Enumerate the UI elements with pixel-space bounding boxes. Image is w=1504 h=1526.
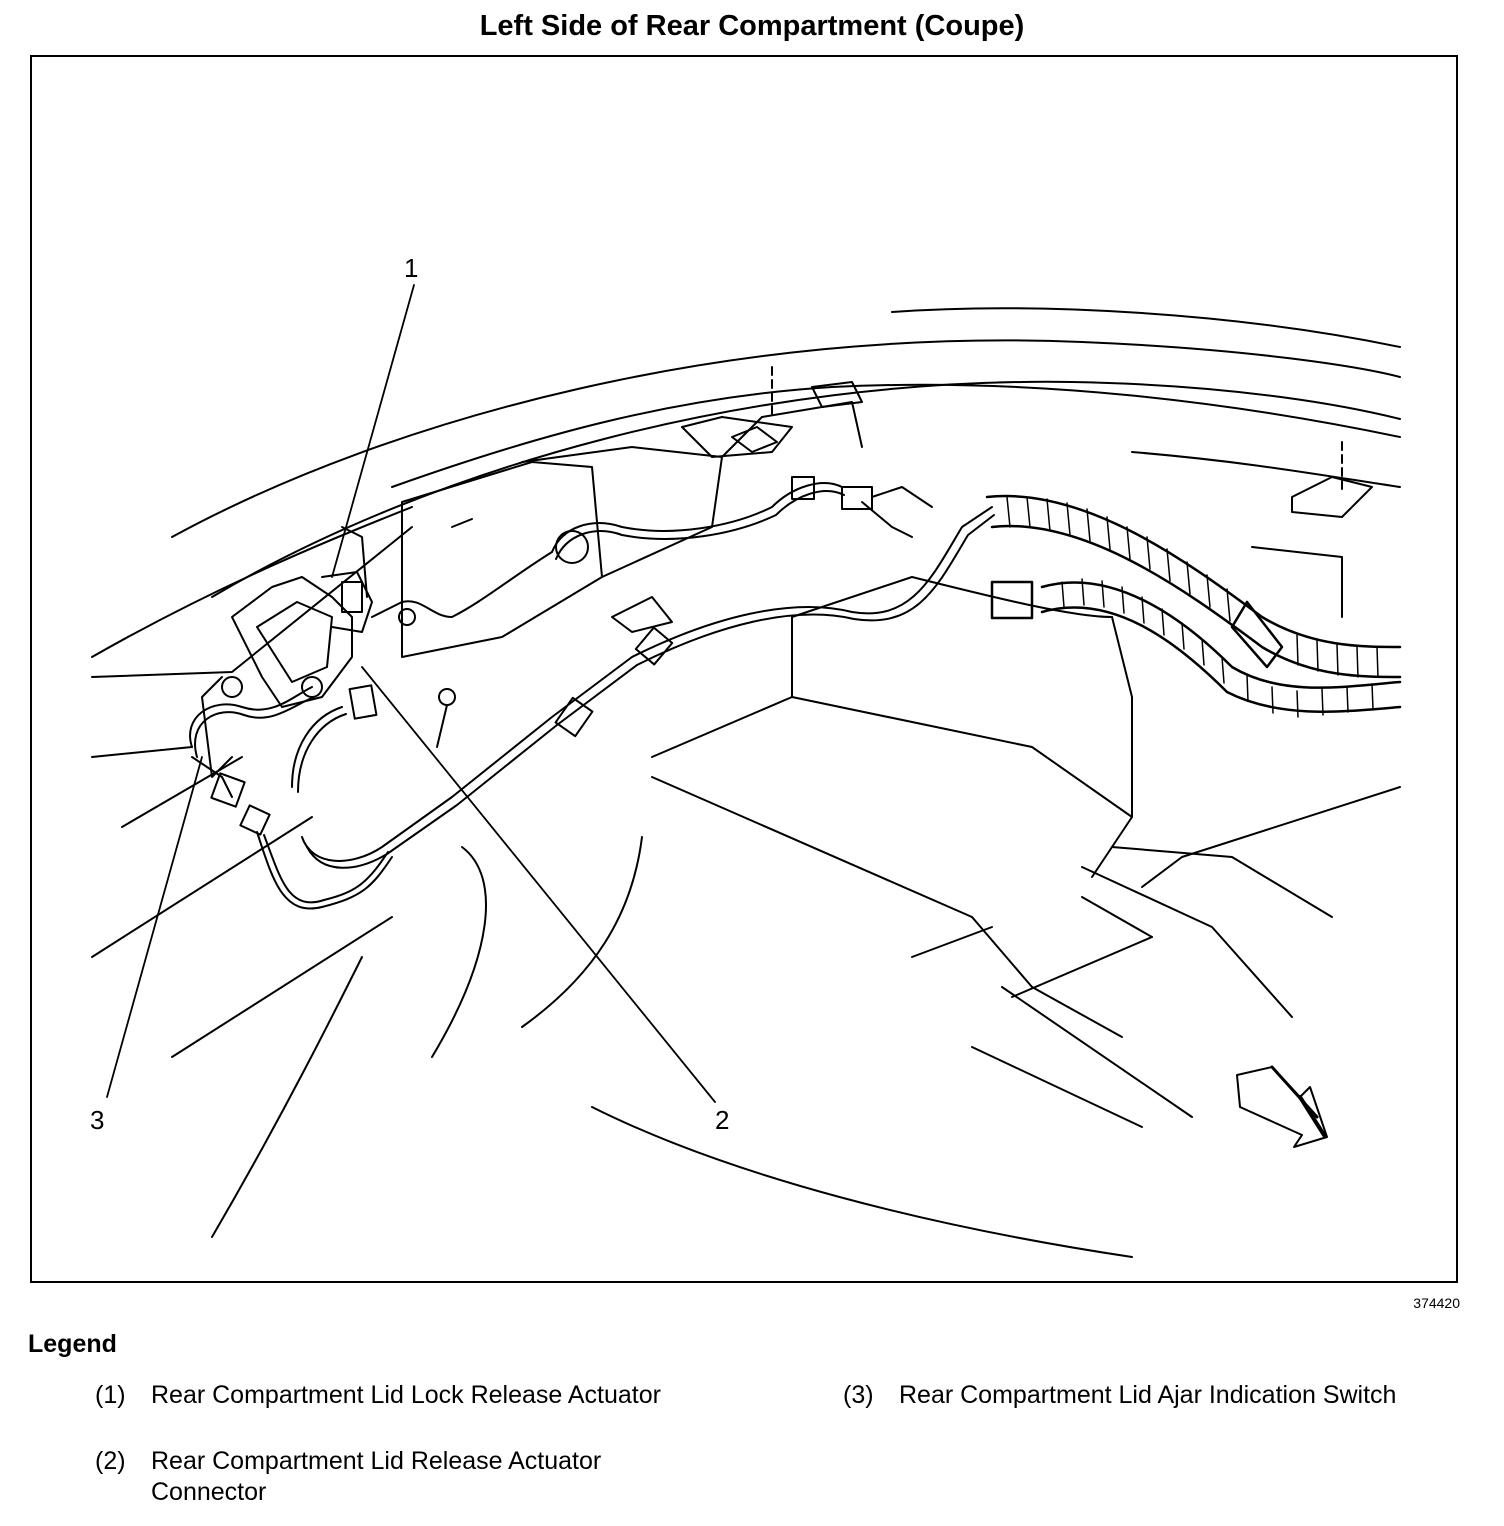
legend-item-3	[843, 1380, 1463, 1444]
page-title: Left Side of Rear Compartment (Coupe)	[479, 10, 1025, 42]
callout-1: 1	[404, 253, 419, 283]
front-direction-arrow-icon	[1237, 1067, 1327, 1147]
side-panels	[402, 367, 1372, 657]
legend-heading: Legend	[28, 1330, 117, 1358]
rear-compartment-illustration	[32, 57, 1458, 1283]
callout-3: 3	[90, 1105, 105, 1135]
figure-id: 374420	[1413, 1295, 1460, 1311]
leader-line-2	[362, 667, 715, 1102]
leader-lines	[107, 285, 715, 1102]
callout-2: 2	[715, 1105, 730, 1135]
legend-item-number: (3)	[843, 1381, 874, 1409]
legend-item-text: Rear Compartment Lid Release Actuator Connector	[151, 1447, 602, 1506]
actuator-bracket	[202, 527, 372, 777]
legend-item-text: Rear Compartment Lid Lock Release Actuator	[151, 1381, 661, 1409]
legend-item-number: (2)	[95, 1447, 126, 1475]
legend-item-1	[95, 1380, 715, 1444]
legend-item-text: Rear Compartment Lid Ajar Indication Switch	[899, 1381, 1397, 1409]
diagram-frame	[30, 55, 1458, 1283]
wiring-harness	[190, 477, 994, 909]
legend-item-2	[95, 1446, 715, 1510]
corrugated-conduits	[987, 496, 1400, 712]
legend-item-number: (1)	[95, 1381, 126, 1409]
